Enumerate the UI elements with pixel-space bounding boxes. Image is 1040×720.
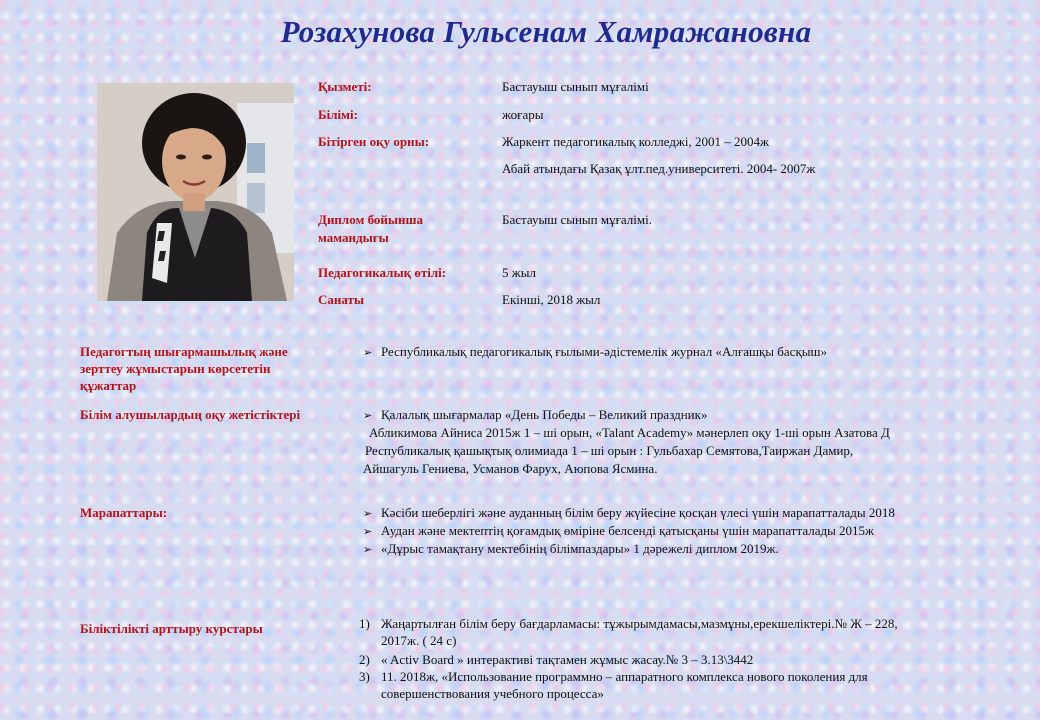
awards-label: Марапаттары: [80, 505, 168, 520]
course-text-line-1: Жаңартылған білім беру бағдарламасы: тұжырымдамасы,мазмұны,ерекшеліктері.№ Ж – 228, [381, 616, 898, 631]
research-item [363, 343, 827, 362]
graduated-label: Бітірген оқу орны: [318, 134, 430, 149]
bullet-arrow-icon: ➢ [363, 410, 373, 422]
achievements-line-1-text: Қалалық шығармалар «День Победы – Великий праздник» [381, 407, 708, 422]
achievements-line-1 [363, 406, 707, 425]
award-item [363, 504, 895, 523]
achievements-label: Білім алушылардың оқу жетістіктері [80, 407, 301, 422]
position-value: Бастауыш сынып мұғалімі [502, 79, 649, 94]
bullet-arrow-icon: ➢ [363, 526, 373, 538]
achievements-line-3: Республикалық қашықтық олимиада 1 – ші орын : Гульбахар Семятова,Таиржан Дамир, [365, 443, 854, 458]
diploma-label-line-2: мамандығы [318, 230, 389, 245]
achievements-line-2: Абликимова Айниса 2015ж 1 – ші орын, «Talant Academy» мәнерлеп оқу 1-ші орын Азатова Д [369, 425, 890, 440]
education-value: жоғары [502, 107, 544, 122]
bullet-arrow-icon: ➢ [363, 544, 373, 556]
course-number: 2) [359, 652, 370, 667]
experience-label: Педагогикалық өтілі: [318, 265, 447, 280]
experience-value: 5 жыл [502, 265, 536, 280]
course-item [359, 651, 753, 668]
research-label-line-1: Педагогтың шығармашылық және [80, 344, 288, 359]
research-label-line-3: құжаттар [80, 378, 137, 393]
achievements-line-4: Айшагуль Гениева, Усманов Фарух, Аюпова Ясмина. [363, 461, 658, 476]
bullet-arrow-icon: ➢ [363, 347, 373, 359]
page-title: Розахунова Гульсенам Хамражановна [280, 14, 812, 49]
award-item-text: Аудан және мектептің қоғамдық өміріне белсенді қатысқаны үшін марапатталады 2015ж [381, 523, 875, 538]
course-item [359, 668, 868, 685]
research-item-text: Республикалық педагогикалық ғылыми-әдістемелік журнал «Алғашқы басқыш» [381, 344, 828, 359]
bullet-arrow-icon: ➢ [363, 508, 373, 520]
course-text-line-2: совершенствования учебного процесса» [381, 686, 604, 701]
course-number: 1) [359, 616, 370, 631]
award-item-text: Кәсіби шеберлігі және ауданның білім беру жүйесіне қосқан үлесі үшін марапатталады 2018 [381, 505, 895, 520]
position-label: Қызметі: [318, 79, 372, 94]
course-item [359, 615, 898, 632]
category-value: Екінші, 2018 жыл [502, 292, 601, 307]
award-item [363, 522, 874, 541]
graduated-value-university: Абай атындағы Қазақ ұлт.пед.университеті. 2004- 2007ж [502, 161, 816, 176]
research-label-line-2: зерттеу жұмыстарын көрсететін [80, 361, 271, 376]
diploma-label-line-1: Диплом бойынша [318, 212, 424, 227]
course-number: 3) [359, 669, 370, 684]
courses-label: Біліктілікті арттыру курстары [80, 621, 263, 636]
teacher-photo [97, 83, 294, 301]
course-text-line-1: « Activ Board » интерактиві тақтамен жұмыс жасау.№ 3 – 3.13\3442 [381, 652, 754, 667]
education-label: Білімі: [318, 107, 358, 122]
diploma-value: Бастауыш сынып мұғалімі. [502, 212, 652, 227]
course-text-line-1: 11. 2018ж, «Использование программно – аппаратного комплекса нового поколения для [381, 669, 868, 684]
course-text-line-2: 2017ж. ( 24 с) [381, 633, 457, 648]
category-label: Санаты [318, 292, 365, 307]
award-item-text: «Дұрыс тамақтану мектебінің білімпаздары» 1 дәрежелі диплом 2019ж. [381, 541, 779, 556]
award-item [363, 540, 779, 559]
graduated-value-college: Жаркент педагогикалық колледжі, 2001 – 2004ж [502, 134, 770, 149]
